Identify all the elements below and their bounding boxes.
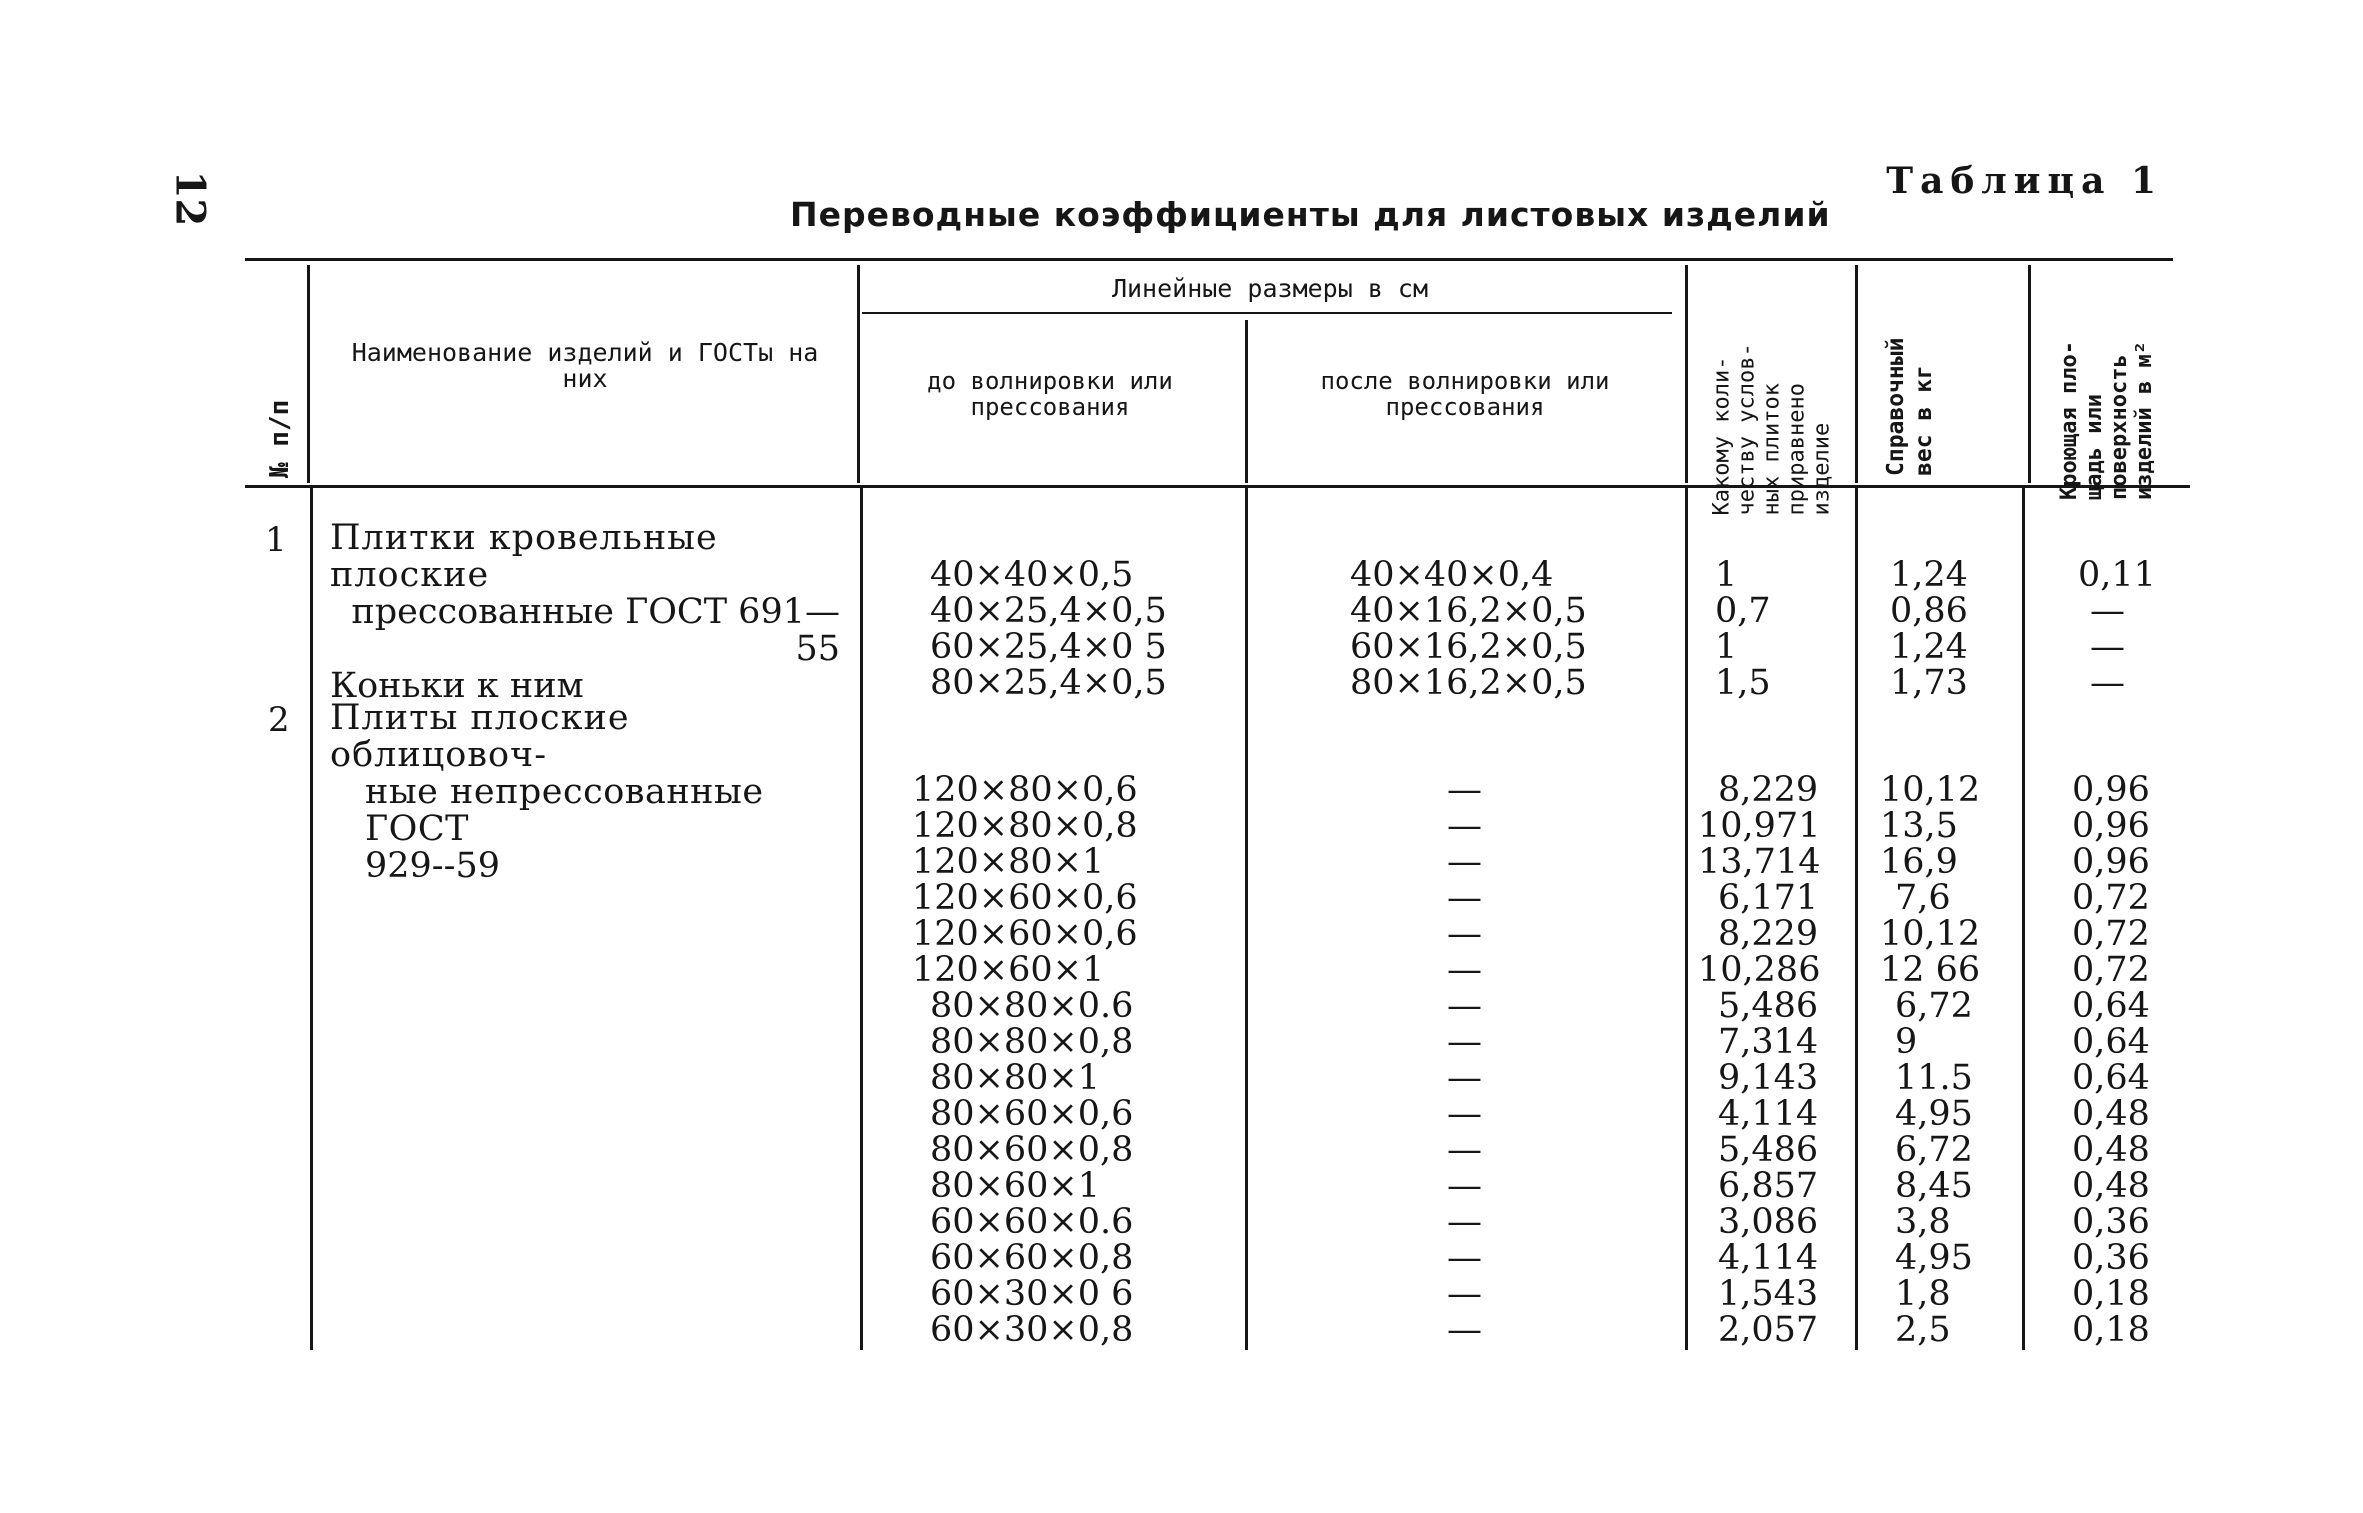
cell-before: 80×25,4×0,5 [930, 663, 1167, 703]
cell-quantity: 4,114 [1718, 1094, 1819, 1134]
product-name-2: Плиты плоские облицовоч- ные непрессованные ГОСТ 929--59 [330, 698, 764, 886]
cell-weight: 4,95 [1895, 1094, 1973, 1134]
table-row [0, 1276, 2363, 1312]
cell-before: 80×80×0,8 [930, 1022, 1134, 1062]
col-divider-3-head [1245, 320, 1248, 483]
cell-quantity: 5,486 [1718, 986, 1819, 1026]
cell-quantity: 9,143 [1718, 1058, 1819, 1098]
table-top-rule [245, 258, 2173, 261]
header-bottom-rule [245, 485, 2190, 488]
table-row [0, 916, 2363, 952]
cell-after: — [1447, 878, 1482, 918]
cell-quantity: 6,857 [1718, 1166, 1819, 1206]
cell-before: 80×60×0,8 [930, 1130, 1134, 1170]
cell-weight: 12 66 [1880, 950, 1981, 990]
table-row [0, 988, 2363, 1024]
row-number-1: 1 [265, 520, 287, 560]
cell-after: — [1447, 1058, 1482, 1098]
cell-quantity: 1 [1715, 627, 1738, 667]
cell-after: 80×16,2×0,5 [1350, 663, 1587, 703]
cell-quantity: 8,229 [1718, 914, 1819, 954]
table-row [0, 629, 2363, 665]
table-row [0, 665, 2363, 701]
cell-quantity: 13,714 [1698, 842, 1821, 882]
cell-weight: 16,9 [1880, 842, 1958, 882]
cell-after: — [1447, 1310, 1482, 1350]
cell-after: — [1447, 770, 1482, 810]
cell-area: 0,72 [2072, 914, 2150, 954]
cell-area: 0,36 [2072, 1202, 2150, 1242]
cell-after: 40×40×0,4 [1350, 555, 1554, 595]
cell-area: 0,36 [2072, 1238, 2150, 1278]
cell-after: — [1447, 986, 1482, 1026]
cell-after: — [1447, 842, 1482, 882]
cell-before: 80×80×1 [930, 1058, 1100, 1098]
cell-weight: 9 [1895, 1022, 1918, 1062]
header-before: до волнировки или прессования [927, 367, 1173, 421]
cell-area: — [2090, 591, 2125, 631]
cell-weight: 4,95 [1895, 1238, 1973, 1278]
cell-quantity: 2,057 [1718, 1310, 1819, 1350]
col-divider-4-head [1685, 265, 1688, 483]
cell-weight: 10,12 [1880, 914, 1981, 954]
cell-before: 80×60×1 [930, 1166, 1100, 1206]
table-row [0, 844, 2363, 880]
table-row [0, 1240, 2363, 1276]
cell-weight: 3,8 [1895, 1202, 1951, 1242]
table-row [0, 557, 2363, 593]
linear-header-rule [862, 312, 1672, 314]
cell-quantity: 1,543 [1718, 1274, 1819, 1314]
cell-area: 0,96 [2072, 770, 2150, 810]
cell-before: 120×80×0,8 [912, 806, 1138, 846]
cell-area: 0,64 [2072, 986, 2150, 1026]
table-row [0, 593, 2363, 629]
page-number: 12 [166, 170, 214, 227]
table-row [0, 1312, 2363, 1348]
cell-quantity: 10,286 [1698, 950, 1821, 990]
cell-before: 60×30×0 6 [930, 1274, 1134, 1314]
cell-weight: 6,72 [1895, 1130, 1973, 1170]
table-row [0, 808, 2363, 844]
cell-weight: 2,5 [1895, 1310, 1951, 1350]
cell-area: 0,72 [2072, 950, 2150, 990]
cell-after: 40×16,2×0,5 [1350, 591, 1587, 631]
cell-quantity: 1,5 [1715, 663, 1771, 703]
cell-area: — [2090, 663, 2125, 703]
cell-after: — [1447, 1274, 1482, 1314]
cell-quantity: 8,229 [1718, 770, 1819, 810]
col-divider-6-head [2028, 265, 2031, 483]
cell-before: 120×60×0,6 [912, 914, 1138, 954]
col-divider-1-head [307, 265, 310, 483]
table-row [0, 1024, 2363, 1060]
cell-before: 60×60×0.6 [930, 1202, 1134, 1242]
row-number-2: 2 [268, 700, 290, 740]
cell-weight: 10,12 [1880, 770, 1981, 810]
header-number: № п/п [265, 399, 295, 478]
table-row [0, 1060, 2363, 1096]
cell-area: 0,48 [2072, 1094, 2150, 1134]
cell-area: 0,18 [2072, 1310, 2150, 1350]
cell-weight: 1,24 [1890, 627, 1968, 667]
product-name-1: Плитки кровельные плоские прессованные ГОСТ 691—55 Коньки к ним [330, 518, 840, 706]
header-linear-sizes: Линейные размеры в см [1111, 274, 1429, 303]
cell-area: 0,18 [2072, 1274, 2150, 1314]
table-label: Таблица 1 [1886, 160, 2163, 202]
cell-before: 80×80×0.6 [930, 986, 1134, 1026]
col-divider-2-head [857, 265, 860, 483]
cell-after: — [1447, 1022, 1482, 1062]
header-weight: Справочный вес в кг [1883, 337, 1937, 476]
table-row [0, 1096, 2363, 1132]
cell-quantity: 7,314 [1718, 1022, 1819, 1062]
cell-weight: 7,6 [1895, 878, 1951, 918]
cell-area: 0,64 [2072, 1022, 2150, 1062]
cell-before: 80×60×0,6 [930, 1094, 1134, 1134]
cell-before: 120×60×1 [912, 950, 1105, 990]
cell-weight: 6,72 [1895, 986, 1973, 1026]
cell-area: 0,11 [2078, 555, 2156, 595]
cell-weight: 0,86 [1890, 591, 1968, 631]
cell-quantity: 6,171 [1718, 878, 1819, 918]
header-quantity: Какому коли- честву услов- ных плиток приравнено изделие [1709, 343, 1835, 516]
table-row [0, 1204, 2363, 1240]
cell-quantity: 10,971 [1698, 806, 1821, 846]
cell-after: — [1447, 950, 1482, 990]
header-after: после волнировки или прессования [1320, 367, 1610, 421]
cell-weight: 1,73 [1890, 663, 1968, 703]
cell-area: 0,48 [2072, 1166, 2150, 1206]
cell-before: 120×80×1 [912, 842, 1105, 882]
header-product-name: Наименование изделий и ГОСТы на них [351, 338, 819, 393]
cell-after: 60×16,2×0,5 [1350, 627, 1587, 667]
cell-after: — [1447, 1166, 1482, 1206]
cell-quantity: 1 [1715, 555, 1738, 595]
cell-after: — [1447, 914, 1482, 954]
cell-area: 0,48 [2072, 1130, 2150, 1170]
table-row [0, 1132, 2363, 1168]
cell-quantity: 0,7 [1715, 591, 1771, 631]
cell-weight: 1,24 [1890, 555, 1968, 595]
table-row [0, 772, 2363, 808]
cell-area: 0,96 [2072, 842, 2150, 882]
cell-weight: 13,5 [1880, 806, 1958, 846]
cell-before: 60×25,4×0 5 [930, 627, 1167, 667]
cell-weight: 8,45 [1895, 1166, 1973, 1206]
cell-quantity: 4,114 [1718, 1238, 1819, 1278]
table-row [0, 952, 2363, 988]
cell-before: 120×60×0,6 [912, 878, 1138, 918]
cell-after: — [1447, 1202, 1482, 1242]
cell-area: 0,72 [2072, 878, 2150, 918]
table-title: Переводные коэффициенты для листовых изделий [790, 195, 1831, 234]
cell-area: 0,96 [2072, 806, 2150, 846]
cell-before: 40×40×0,5 [930, 555, 1134, 595]
cell-area: 0,64 [2072, 1058, 2150, 1098]
cell-after: — [1447, 1130, 1482, 1170]
cell-before: 60×30×0,8 [930, 1310, 1134, 1350]
col-divider-5-head [1855, 265, 1858, 483]
cell-weight: 1,8 [1895, 1274, 1951, 1314]
cell-before: 120×80×0,6 [912, 770, 1138, 810]
cell-quantity: 5,486 [1718, 1130, 1819, 1170]
cell-weight: 11.5 [1895, 1058, 1973, 1098]
table-row [0, 880, 2363, 916]
cell-area: — [2090, 627, 2125, 667]
cell-after: — [1447, 1094, 1482, 1134]
cell-before: 60×60×0,8 [930, 1238, 1134, 1278]
cell-after: — [1447, 1238, 1482, 1278]
cell-quantity: 3,086 [1718, 1202, 1819, 1242]
header-area: Кроющая пло- щадь или поверхность изделий в м² [2057, 341, 2157, 500]
table-row [0, 1168, 2363, 1204]
cell-after: — [1447, 806, 1482, 846]
cell-before: 40×25,4×0,5 [930, 591, 1167, 631]
